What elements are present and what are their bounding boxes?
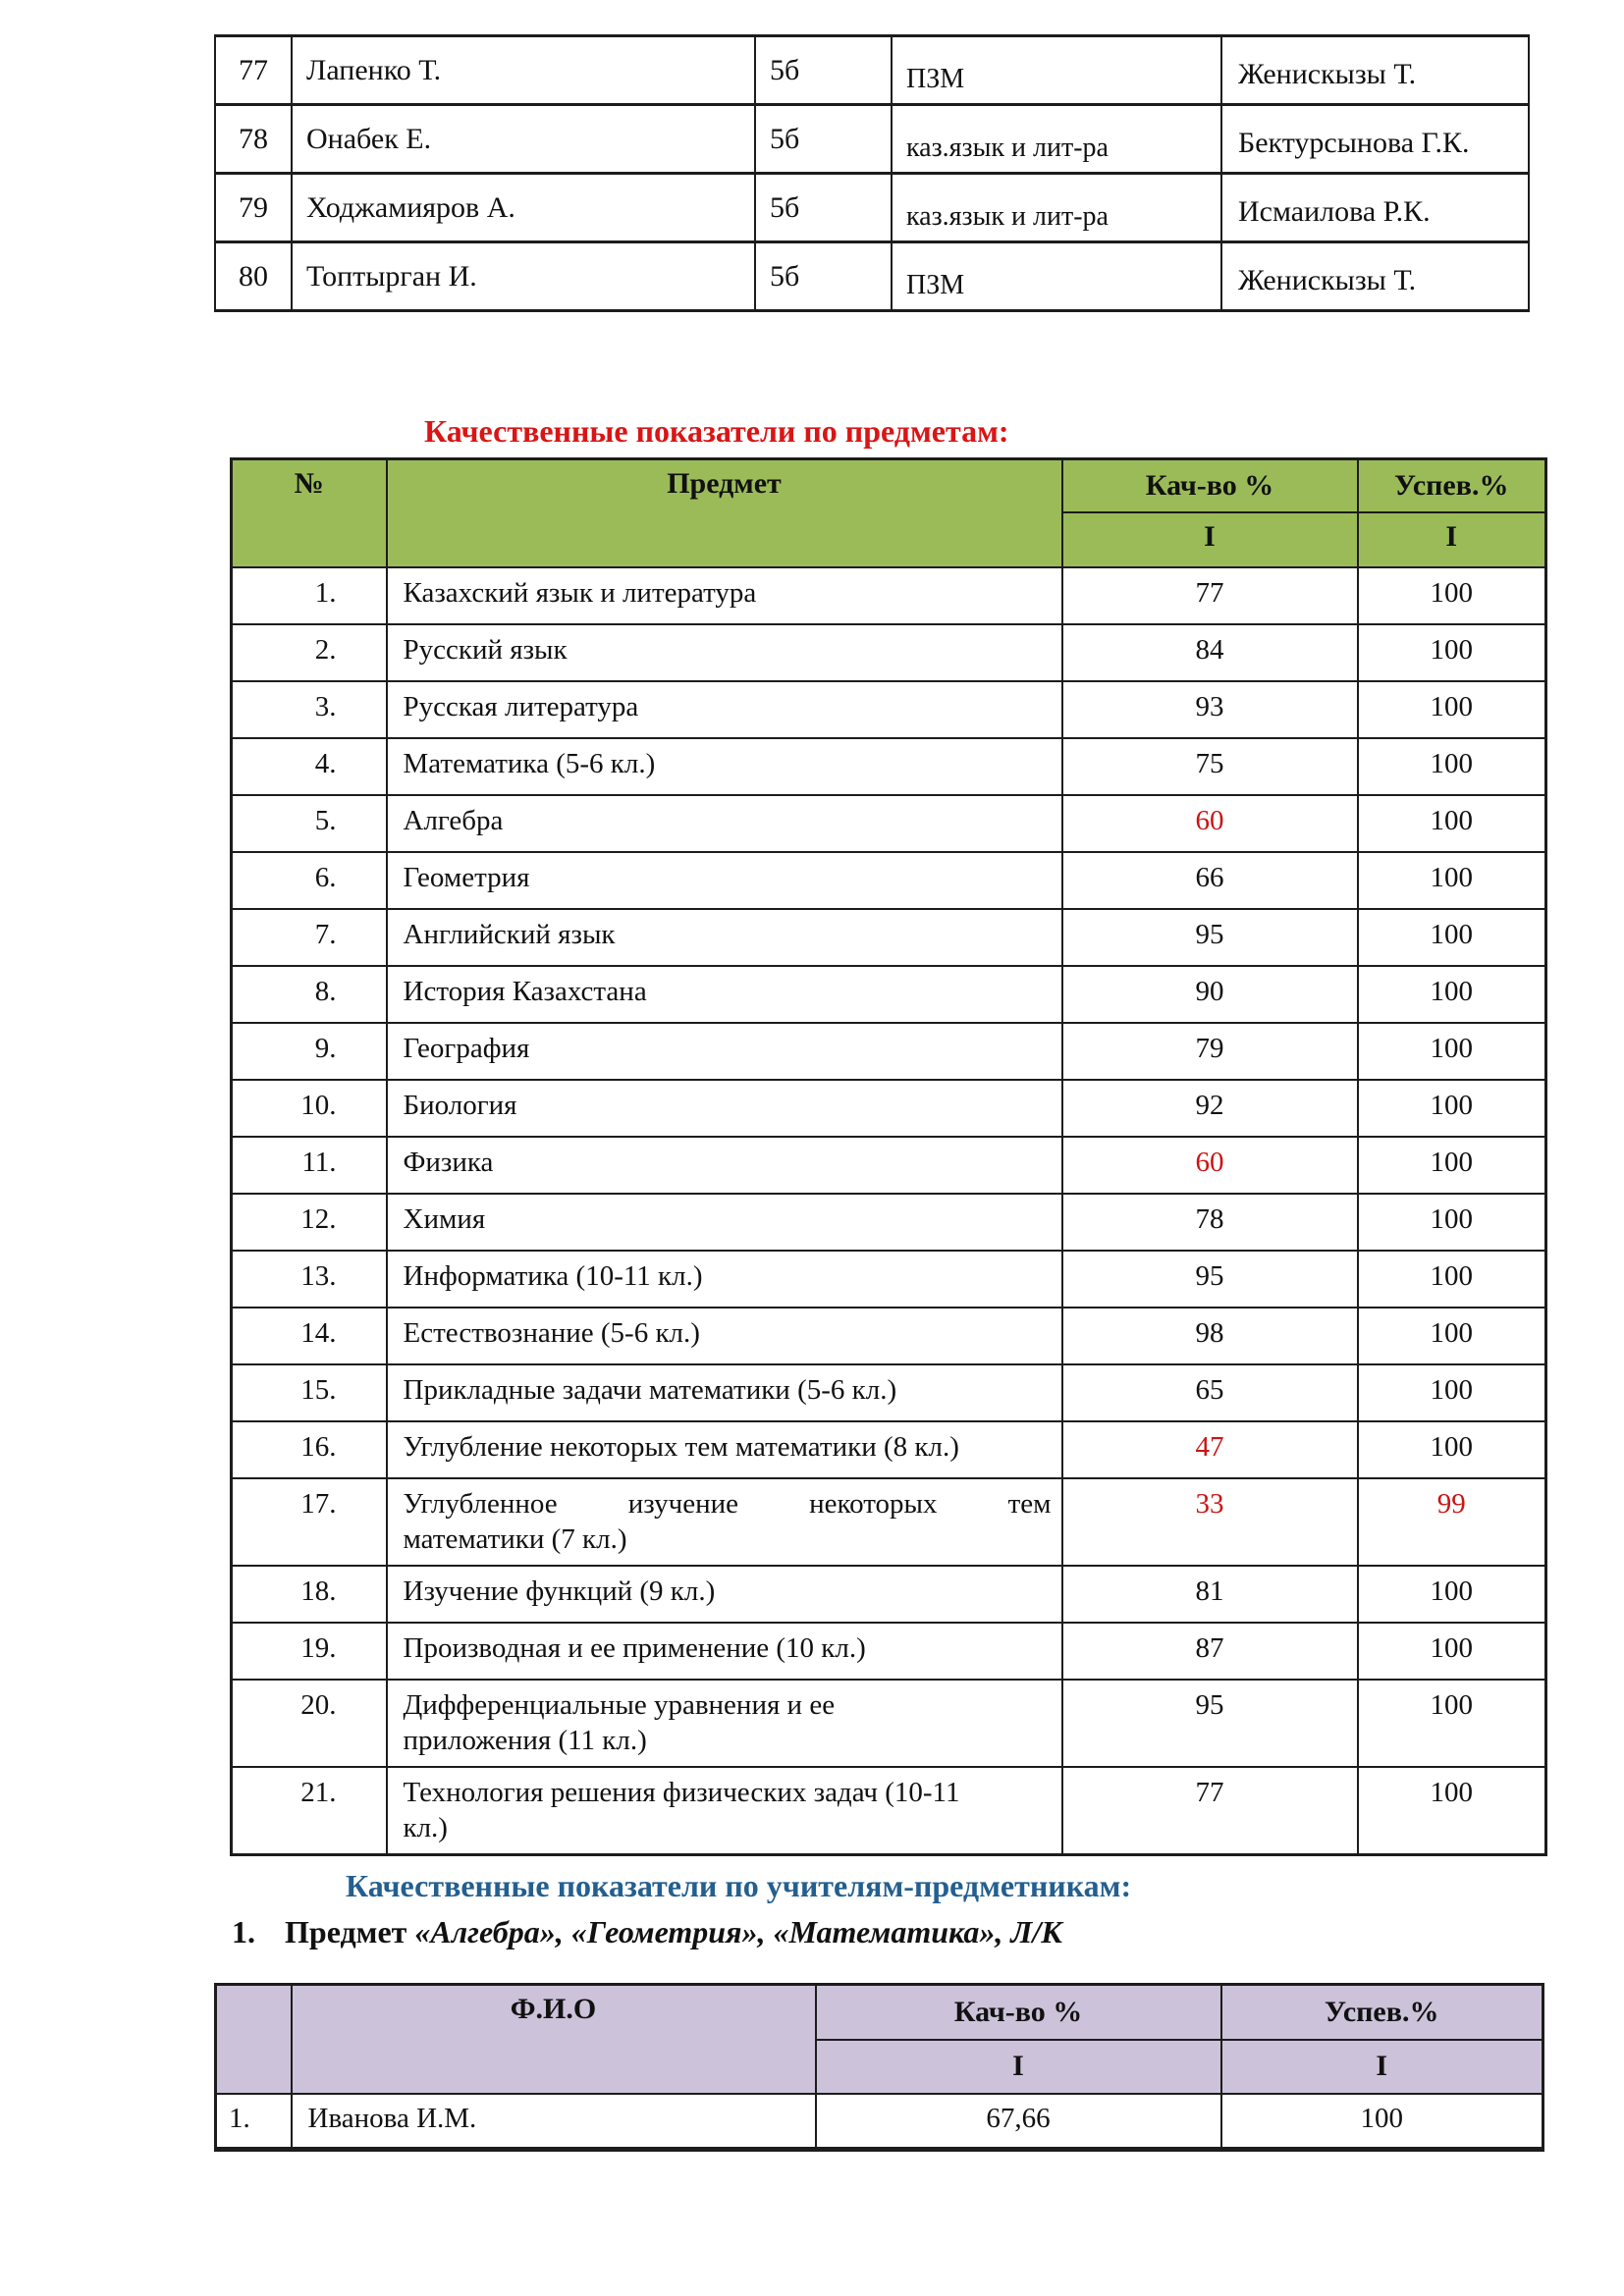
subject-cell: Казахский язык и литература	[387, 567, 1062, 624]
subject-line-2: кл.)	[403, 1811, 448, 1843]
table-row	[232, 1308, 1546, 1364]
student-name-cell: Ходжамияров А.	[292, 174, 755, 242]
quality-cell: 95	[1062, 1680, 1358, 1767]
subject-line-2: приложения (11 кл.)	[403, 1724, 647, 1756]
row-number-cell: 18.	[232, 1566, 387, 1623]
subject-cell: Русский язык	[387, 624, 1062, 681]
subject-cell: Информатика (10-11 кл.)	[387, 1251, 1062, 1308]
row-number-cell: 21.	[232, 1767, 387, 1855]
progress-cell: 100	[1358, 1566, 1546, 1623]
class-cell: 5б	[755, 36, 892, 105]
subject-line	[232, 1914, 1062, 1950]
row-number-cell: 5.	[232, 795, 387, 852]
row-number-cell: 20.	[232, 1680, 387, 1767]
progress-cell: 100	[1358, 1767, 1546, 1855]
teacher-name-cell: Иванова И.М.	[292, 2094, 816, 2150]
progress-cell: 100	[1358, 795, 1546, 852]
table-row	[232, 1364, 1546, 1421]
header-progress: Успев.%	[1358, 459, 1546, 512]
progress-cell: 100	[1358, 1364, 1546, 1421]
term-label: I	[1221, 2040, 1543, 2094]
row-number-cell: 6.	[232, 852, 387, 909]
row-number-cell: 19.	[232, 1623, 387, 1680]
quality-cell: 92	[1062, 1080, 1358, 1137]
student-name-cell: Лапенко Т.	[292, 36, 755, 105]
table-row	[232, 1566, 1546, 1623]
row-number-cell: 10.	[232, 1080, 387, 1137]
subject-cell: Геометрия	[387, 852, 1062, 909]
header-row	[216, 1985, 1543, 2040]
row-number-cell: 2.	[232, 624, 387, 681]
subject-line-1: Дифференциальные уравнения и ее	[403, 1688, 836, 1721]
subject-label: Предмет	[285, 1914, 407, 1949]
table-row	[232, 567, 1546, 624]
subject-cell: Изучение функций (9 кл.)	[387, 1566, 1062, 1623]
progress-cell: 100	[1358, 681, 1546, 738]
students-table	[214, 34, 1530, 312]
subject-cell: Прикладные задачи математики (5-6 кл.)	[387, 1364, 1062, 1421]
subject-line-1: Технология решения физических задач (10-11	[403, 1776, 960, 1808]
quality-cell: 90	[1062, 966, 1358, 1023]
table-row	[232, 1080, 1546, 1137]
subject-cell	[387, 1680, 1062, 1767]
quality-cell: 65	[1062, 1364, 1358, 1421]
quality-cell: 98	[1062, 1308, 1358, 1364]
quality-cell: 60	[1062, 1137, 1358, 1194]
table-row	[232, 624, 1546, 681]
quality-cell: 33	[1062, 1478, 1358, 1566]
row-number-cell: 9.	[232, 1023, 387, 1080]
row-number-cell: 80	[215, 242, 292, 311]
table-row	[232, 909, 1546, 966]
subject-cell: География	[387, 1023, 1062, 1080]
subject-names: «Алгебра», «Геометрия», «Математика», Л/К	[414, 1914, 1062, 1949]
quality-cell: 77	[1062, 1767, 1358, 1855]
row-number-cell: 3.	[232, 681, 387, 738]
progress-cell: 100	[1358, 1137, 1546, 1194]
teachers-table	[214, 1983, 1544, 2152]
student-name-cell: Топтырган И.	[292, 242, 755, 311]
subject-cell: ПЗМ	[892, 36, 1221, 105]
row-number-cell: 14.	[232, 1308, 387, 1364]
row-number-cell: 7.	[232, 909, 387, 966]
table-row	[232, 852, 1546, 909]
table-row	[232, 1478, 1546, 1566]
teachers-heading: Качественные показатели по учителям-предметникам:	[346, 1868, 1132, 1903]
subject-cell: Производная и ее применение (10 кл.)	[387, 1623, 1062, 1680]
row-number-cell: 12.	[232, 1194, 387, 1251]
table-row	[232, 1137, 1546, 1194]
progress-cell: 100	[1358, 852, 1546, 909]
subject-cell: Естествознание (5-6 кл.)	[387, 1308, 1062, 1364]
quality-cell: 87	[1062, 1623, 1358, 1680]
row-number-cell: 17.	[232, 1478, 387, 1566]
quality-cell: 95	[1062, 909, 1358, 966]
row-number-cell: 11.	[232, 1137, 387, 1194]
progress-cell: 100	[1221, 2094, 1543, 2150]
row-number-cell: 15.	[232, 1364, 387, 1421]
subject-cell: каз.язык и лит-ра	[892, 174, 1221, 242]
row-number-cell: 13.	[232, 1251, 387, 1308]
table-row	[232, 1680, 1546, 1767]
quality-cell: 60	[1062, 795, 1358, 852]
quality-cell: 47	[1062, 1421, 1358, 1478]
header-quality: Кач-во %	[816, 1985, 1221, 2040]
progress-cell: 100	[1358, 1194, 1546, 1251]
subject-cell: Английский язык	[387, 909, 1062, 966]
teacher-cell: Женискызы Т.	[1221, 242, 1529, 311]
row-number-cell: 77	[215, 36, 292, 105]
progress-cell: 100	[1358, 1023, 1546, 1080]
subject-cell: Русская литература	[387, 681, 1062, 738]
term-label: I	[816, 2040, 1221, 2094]
term-label: I	[1358, 512, 1546, 567]
subject-cell	[387, 1767, 1062, 1855]
table-row	[232, 795, 1546, 852]
quality-cell: 77	[1062, 567, 1358, 624]
header-row	[232, 459, 1546, 512]
class-cell: 5б	[755, 174, 892, 242]
header-number: №	[232, 459, 387, 567]
row-number-cell: 1.	[216, 2094, 292, 2150]
row-number-cell: 8.	[232, 966, 387, 1023]
quality-cell: 93	[1062, 681, 1358, 738]
row-number-cell: 79	[215, 174, 292, 242]
quality-cell: 81	[1062, 1566, 1358, 1623]
table-row	[215, 242, 1529, 311]
progress-cell: 100	[1358, 1080, 1546, 1137]
table-row	[215, 174, 1529, 242]
progress-cell: 100	[1358, 1251, 1546, 1308]
progress-cell: 100	[1358, 966, 1546, 1023]
header-subject: Предмет	[387, 459, 1062, 567]
table-row	[215, 105, 1529, 174]
subject-cell: Физика	[387, 1137, 1062, 1194]
header-progress: Успев.%	[1221, 1985, 1543, 2040]
quality-cell: 75	[1062, 738, 1358, 795]
table-row	[216, 2094, 1543, 2150]
subjects-heading: Качественные показатели по предметам:	[424, 413, 1009, 449]
student-name-cell: Онабек Е.	[292, 105, 755, 174]
subject-line-1: Углубленное изучение некоторых тем	[403, 1487, 1052, 1520]
table-row	[232, 1421, 1546, 1478]
table-row	[232, 1767, 1546, 1855]
subject-cell	[387, 1478, 1062, 1566]
table-row	[232, 681, 1546, 738]
progress-cell: 100	[1358, 1680, 1546, 1767]
quality-cell: 67,66	[816, 2094, 1221, 2150]
row-number-cell: 1.	[232, 567, 387, 624]
table-row	[232, 1023, 1546, 1080]
header-empty-cell	[216, 1985, 292, 2094]
table-row	[215, 36, 1529, 105]
subject-line-2: математики (7 кл.)	[403, 1522, 627, 1555]
quality-cell: 66	[1062, 852, 1358, 909]
progress-cell: 100	[1358, 1623, 1546, 1680]
row-number-cell: 4.	[232, 738, 387, 795]
subject-cell: Углубление некоторых тем математики (8 кл.)	[387, 1421, 1062, 1478]
quality-cell: 78	[1062, 1194, 1358, 1251]
subject-cell: Алгебра	[387, 795, 1062, 852]
subject-cell: История Казахстана	[387, 966, 1062, 1023]
row-number-cell: 16.	[232, 1421, 387, 1478]
quality-cell: 79	[1062, 1023, 1358, 1080]
progress-cell: 100	[1358, 624, 1546, 681]
progress-cell: 100	[1358, 909, 1546, 966]
term-label: I	[1062, 512, 1358, 567]
class-cell: 5б	[755, 105, 892, 174]
table-row	[232, 966, 1546, 1023]
class-cell: 5б	[755, 242, 892, 311]
table-row	[232, 738, 1546, 795]
header-fio: Ф.И.О	[292, 1985, 816, 2094]
progress-cell: 100	[1358, 1308, 1546, 1364]
row-number-cell: 78	[215, 105, 292, 174]
teacher-cell: Исмаилова Р.К.	[1221, 174, 1529, 242]
teacher-cell: Бектурсынова Г.К.	[1221, 105, 1529, 174]
table-row	[232, 1623, 1546, 1680]
subjects-table	[230, 457, 1547, 1856]
quality-cell: 84	[1062, 624, 1358, 681]
quality-cell: 95	[1062, 1251, 1358, 1308]
progress-cell: 99	[1358, 1478, 1546, 1566]
list-number: 1.	[232, 1914, 255, 1949]
progress-cell: 100	[1358, 567, 1546, 624]
subject-cell: Химия	[387, 1194, 1062, 1251]
table-row	[232, 1251, 1546, 1308]
table-row	[232, 1194, 1546, 1251]
teacher-cell: Женискызы Т.	[1221, 36, 1529, 105]
subject-cell: Биология	[387, 1080, 1062, 1137]
subject-cell: каз.язык и лит-ра	[892, 105, 1221, 174]
subject-cell: ПЗМ	[892, 242, 1221, 311]
subject-cell: Математика (5-6 кл.)	[387, 738, 1062, 795]
header-quality: Кач-во %	[1062, 459, 1358, 512]
progress-cell: 100	[1358, 1421, 1546, 1478]
progress-cell: 100	[1358, 738, 1546, 795]
